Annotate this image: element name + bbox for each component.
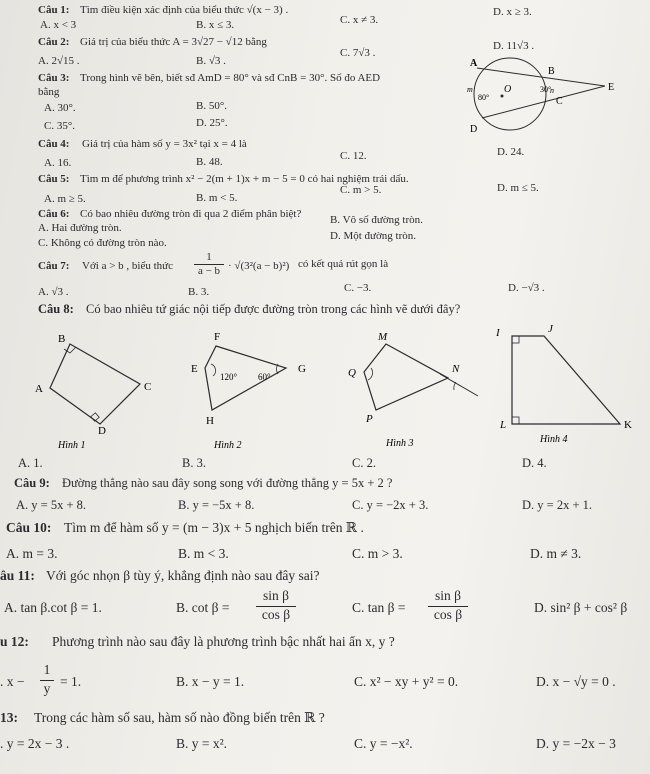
- figure-3-label-n: N: [452, 363, 460, 375]
- q12-stem: Phương trình nào sau đây là phương trình bậc nhất hai ẩn x, y ?: [52, 634, 395, 649]
- figure-4-label-i: I: [496, 327, 500, 339]
- arc-80-label: 80°: [478, 93, 490, 102]
- figure-1-caption: Hình 1: [58, 440, 86, 451]
- q9-option-a[interactable]: A. y = 5x + 8.: [16, 498, 87, 512]
- q8-option-a[interactable]: A. 1.: [18, 456, 43, 470]
- q9-option-d[interactable]: D. y = 2x + 1.: [522, 498, 593, 512]
- q6-option-d[interactable]: D. Một đường tròn.: [330, 230, 417, 242]
- q5-option-d[interactable]: D. m ≤ 5.: [497, 182, 539, 194]
- q11-option-c[interactable]: C. tan β =: [352, 600, 406, 615]
- q6-option-b[interactable]: B. Vô số đường tròn.: [330, 214, 423, 226]
- q1-option-a[interactable]: A. x < 3: [40, 19, 77, 31]
- figure-2-angle-60-label: 60°: [258, 372, 271, 382]
- q3-label: Câu 3:: [38, 72, 70, 84]
- figure-4-label-l: L: [500, 419, 507, 431]
- q10-option-a[interactable]: A. m = 3.: [6, 546, 58, 561]
- q5-label: Câu 5:: [38, 173, 70, 185]
- figure-1-label-d: D: [98, 425, 106, 437]
- q7-option-b[interactable]: B. 3.: [188, 286, 210, 298]
- q13-option-c[interactable]: C. y = −x².: [354, 736, 413, 751]
- q11-option-b[interactable]: B. cot β =: [176, 600, 230, 615]
- q1-option-d[interactable]: D. x ≥ 3.: [493, 6, 532, 18]
- q7-stem-pre: Với a > b , biểu thức: [82, 260, 173, 272]
- figure-3-label-p: P: [366, 413, 373, 425]
- point-c-label: C: [556, 96, 563, 107]
- q12-option-b[interactable]: B. x − y = 1.: [176, 674, 245, 689]
- q4-option-b[interactable]: B. 48.: [196, 156, 223, 168]
- figure-4: [495, 324, 632, 445]
- q4-stem: Giá trị của hàm số y = 3x² tại x = 4 là: [82, 138, 247, 150]
- q11-b-denominator: cos β: [256, 606, 296, 623]
- figure-3: [348, 331, 478, 449]
- q10-option-d[interactable]: D. m ≠ 3.: [530, 546, 582, 561]
- q8-label: Câu 8:: [38, 302, 74, 316]
- q12-label: u 12:: [0, 634, 29, 649]
- q3-option-a[interactable]: A. 30°.: [44, 102, 76, 114]
- figure-2-angle-120-label: 120°: [220, 372, 238, 382]
- figure-2-label-f: F: [214, 331, 221, 343]
- q8-option-c[interactable]: C. 2.: [352, 456, 376, 470]
- figure-2-caption: Hình 2: [214, 440, 242, 451]
- arc-n-label: n: [550, 86, 554, 95]
- figure-2-label-e: E: [191, 363, 198, 375]
- q4-option-a[interactable]: A. 16.: [44, 157, 72, 169]
- q11-label: âu 11:: [0, 568, 35, 583]
- figure-3-caption: Hình 3: [386, 438, 414, 449]
- figure-1-shape: [50, 344, 140, 424]
- q10-option-b[interactable]: B. m < 3.: [178, 546, 229, 561]
- q3-stem: Trong hình vẽ bên, biết sđ AmD = 80° và sđ CnB = 30°. Số đo AED: [80, 72, 381, 84]
- q5-option-a[interactable]: A. m ≥ 5.: [44, 193, 86, 205]
- q13-label: 13:: [0, 710, 18, 725]
- figure-2-label-g: G: [298, 363, 306, 375]
- point-o-label: O: [504, 84, 512, 95]
- figure-4-shape: [512, 336, 620, 424]
- q13-option-b[interactable]: B. y = x².: [176, 736, 228, 751]
- q3-stem-cont: bằng: [38, 86, 60, 98]
- q8-option-b[interactable]: B. 3.: [182, 456, 206, 470]
- q7-option-d[interactable]: D. −√3 .: [508, 282, 545, 294]
- q2-stem: Giá trị của biểu thức A = 3√27 − √12 bằng: [80, 36, 267, 48]
- q6-stem: Có bao nhiêu đường tròn đi qua 2 điểm phân biệt?: [80, 208, 302, 220]
- q12-option-a[interactable]: . x −: [0, 674, 25, 689]
- q12-a-denominator: y: [40, 680, 54, 697]
- figure-4-right-angle-l: [512, 417, 519, 424]
- figure-3-extension: [440, 374, 478, 396]
- figure-2-angle-e: [211, 364, 216, 376]
- q7-stem-radical: · √(3²(a − b)²): [228, 260, 290, 272]
- q1-option-b[interactable]: B. x ≤ 3.: [196, 19, 235, 31]
- q13-option-d[interactable]: D. y = −2x − 3: [536, 736, 616, 751]
- figure-3-shape: [364, 344, 448, 410]
- figure-3-label-q: Q: [348, 367, 356, 379]
- secant-a-e: [477, 68, 605, 86]
- q2-option-a[interactable]: A. 2√15 .: [38, 55, 80, 67]
- q13-stem: Trong các hàm số sau, hàm số nào đồng biến trên ℝ ?: [34, 710, 325, 725]
- figure-2-shape: [205, 346, 286, 410]
- q10-stem: Tìm m để hàm số y = (m − 3)x + 5 nghịch biến trên ℝ .: [64, 520, 364, 535]
- q5-option-c[interactable]: C. m > 5.: [340, 184, 382, 196]
- q1-option-c[interactable]: C. x ≠ 3.: [340, 14, 379, 26]
- q7-frac-numerator: 1: [206, 251, 212, 263]
- arc-30-label: 30°: [540, 85, 552, 94]
- q11-c-denominator: cos β: [428, 606, 468, 623]
- q5-option-b[interactable]: B. m < 5.: [196, 192, 238, 204]
- figure-1-label-b: B: [58, 333, 66, 345]
- q6-option-c[interactable]: C. Không có đường tròn nào.: [38, 237, 167, 249]
- figure-2: [191, 331, 306, 451]
- point-e-label: E: [608, 82, 615, 93]
- point-d-label: D: [470, 124, 478, 135]
- figure-1: [35, 333, 151, 451]
- q11-stem: Với góc nhọn β tùy ý, khẳng định nào sau đây sai?: [46, 568, 320, 583]
- q9-option-c[interactable]: C. y = −2x + 3.: [352, 498, 429, 512]
- circle-figure: [440, 56, 620, 138]
- q7-label: Câu 7:: [38, 260, 70, 272]
- q3-option-d[interactable]: D. 25°.: [196, 117, 228, 129]
- arc-m-label: m: [467, 85, 473, 94]
- q1-label: Câu 1:: [38, 4, 70, 16]
- q2-option-c[interactable]: C. 7√3 .: [340, 47, 376, 59]
- figure-4-label-j: J: [548, 324, 553, 335]
- figure-4-right-angle-i: [512, 336, 519, 343]
- q2-label: Câu 2:: [38, 36, 70, 48]
- q4-label: Câu 4:: [38, 138, 70, 150]
- q9-label: Câu 9:: [14, 476, 50, 490]
- q3-option-c[interactable]: C. 35°.: [44, 120, 75, 132]
- q10-option-c[interactable]: C. m > 3.: [352, 546, 403, 561]
- q12-option-d[interactable]: D. x − √y = 0 .: [536, 674, 616, 689]
- q7-option-c[interactable]: C. −3.: [344, 282, 372, 294]
- q13-option-a[interactable]: . y = 2x − 3 .: [0, 736, 70, 751]
- q7-option-a[interactable]: A. √3 .: [38, 286, 69, 298]
- q12-option-c[interactable]: C. x² − xy + y² = 0.: [354, 674, 459, 689]
- q2-option-b[interactable]: B. √3 .: [196, 55, 226, 67]
- figure-3-angle-q: [368, 368, 373, 380]
- q1-stem: Tìm điều kiện xác định của biểu thức √(x − 3) .: [80, 4, 289, 16]
- q2-option-d[interactable]: D. 11√3 .: [493, 40, 535, 52]
- q11-option-d[interactable]: D. sin² β + cos² β: [534, 600, 628, 615]
- q9-option-b[interactable]: B. y = −5x + 8.: [178, 498, 255, 512]
- q7-stem-post: có kết quả rút gọn là: [298, 258, 389, 270]
- q12-a-post: = 1.: [60, 674, 82, 689]
- q8-stem: Có bao nhiêu tứ giác nội tiếp được đường tròn trong các hình vẽ dưới đây?: [86, 302, 461, 316]
- q11-c-numerator: sin β: [435, 588, 461, 603]
- q6-label: Câu 6:: [38, 208, 70, 220]
- figure-4-caption: Hình 4: [540, 434, 568, 445]
- q10-label: Câu 10:: [6, 520, 52, 535]
- q4-option-c[interactable]: C. 12.: [340, 150, 367, 162]
- q8-option-d[interactable]: D. 4.: [522, 456, 547, 470]
- figure-1-label-c: C: [144, 381, 152, 393]
- figure-2-label-h: H: [206, 415, 214, 427]
- q3-option-b[interactable]: B. 50°.: [196, 100, 227, 112]
- q11-b-numerator: sin β: [263, 588, 289, 603]
- q6-option-a[interactable]: A. Hai đường tròn.: [38, 222, 122, 234]
- q12-a-numerator: 1: [43, 662, 51, 677]
- q5-stem: Tìm m để phương trình x² − 2(m + 1)x + m − 5 = 0 có hai nghiệm trái dấu.: [80, 173, 409, 185]
- point-a-label: A: [470, 58, 478, 69]
- q7-frac-denominator: a − b: [194, 264, 224, 278]
- point-b-label: B: [548, 66, 555, 77]
- q9-stem: Đường thẳng nào sau đây song song với đường thẳng y = 5x + 2 ?: [62, 476, 393, 490]
- q4-option-d[interactable]: D. 24.: [497, 146, 525, 158]
- figure-3-label-m: M: [378, 331, 388, 343]
- figure-4-label-k: K: [624, 419, 632, 431]
- q11-option-a[interactable]: A. tan β.cot β = 1.: [4, 600, 102, 615]
- figure-1-label-a: A: [35, 383, 43, 395]
- quadrilateral-figures: [30, 324, 640, 452]
